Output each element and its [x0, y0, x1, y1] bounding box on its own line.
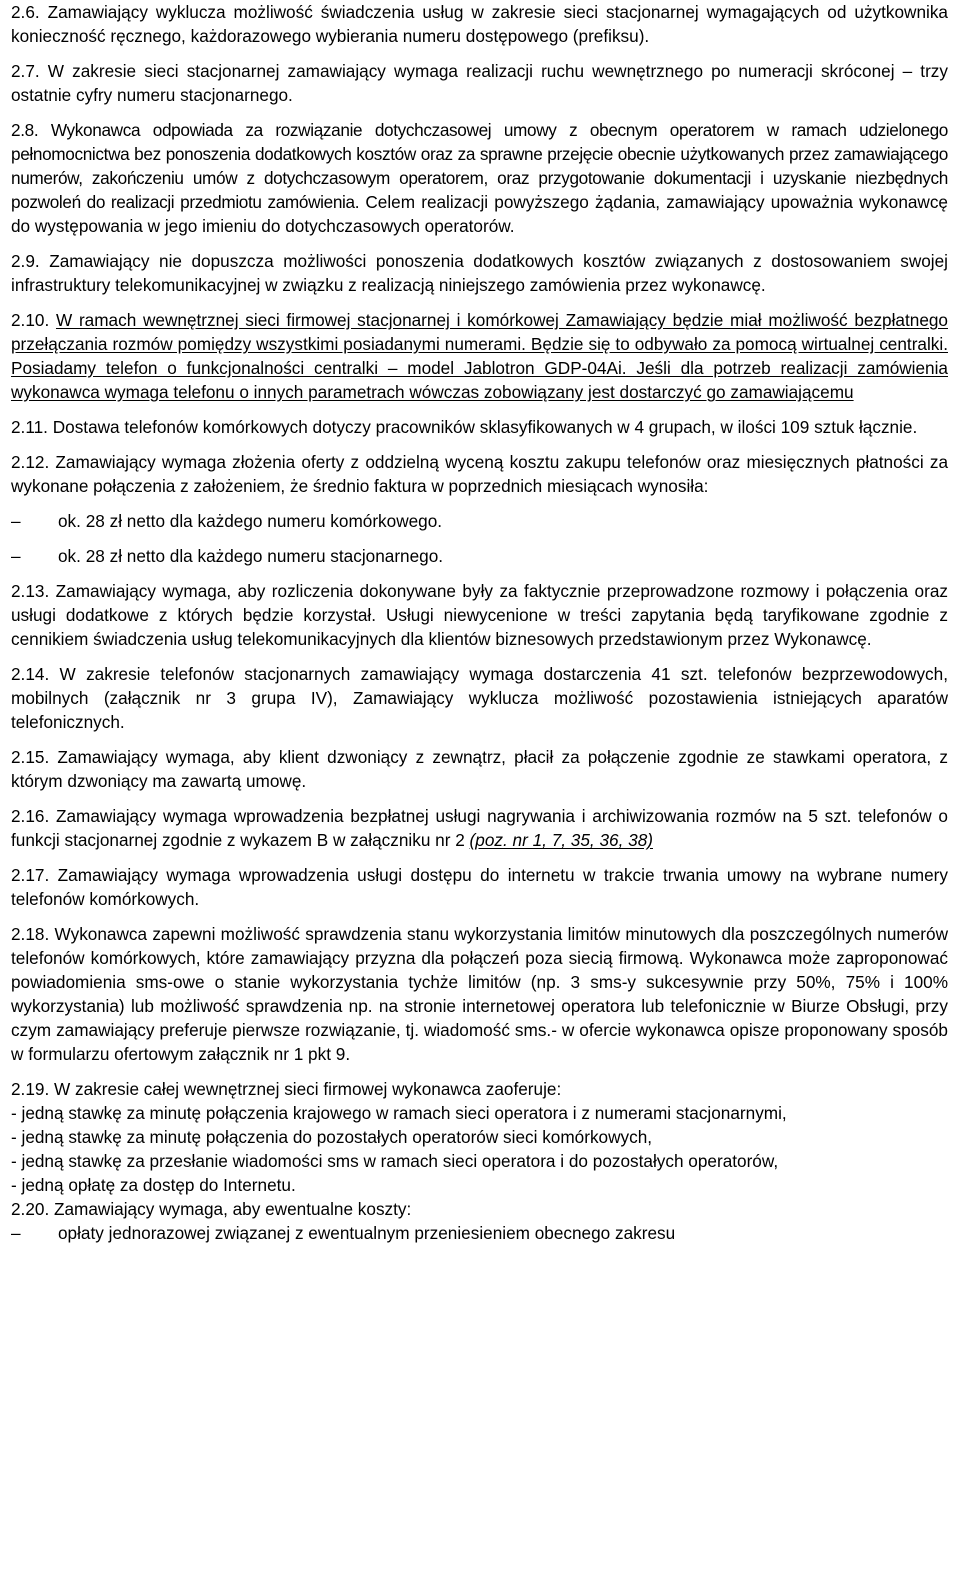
section-2-16-positions: (poz. nr 1, 7, 35, 36, 38) [469, 830, 653, 850]
section-2-18: 2.18. Wykonawca zapewni możliwość sprawdzenia stanu wykorzystania limitów minutowych dla poszczególnych numerów telefonów komórkowych, które zamawiający przyzna dla połączeń poza siecią firmową. Wykonawca może zaproponować powiadomienia sms-owe o stanie wykorzystania tychże limitów (np. 3 sms-y sukcesywnie przy 50%, 75% i 100% wykorzystania) lub możliwość sprawdzenia np. na stronie internetowej operatora lub telefonicznie w Biurze Obsługi, przy czym zamawiający preferuje pierwsze rozwiązanie, tj. wiadomość sms.- w ofercie wykonawca opisze proponowany sposób w formularzu ofertowym załącznik nr 1 pkt 9. [11, 924, 948, 1064]
section-2-16 [11, 804, 948, 852]
section-2-19-item-4: - jedną opłatę za dostęp do Internetu. [11, 1175, 296, 1195]
price-item-mobile-text: ok. 28 zł netto dla każdego numeru komórkowego. [58, 511, 443, 531]
price-item-landline-text: ok. 28 zł netto dla każdego numeru stacjonarnego. [58, 546, 444, 566]
section-2-14: 2.14. W zakresie telefonów stacjonarnych zamawiający wymaga dostarczenia 41 szt. telefonów bezprzewodowych, mobilnych (załącznik nr 3 grupa IV), Zamawiający wyklucza możliwość pozostawienia istniejących aparatów telefonicznych. [11, 664, 948, 732]
section-2-20: 2.20. Zamawiający wymaga, aby ewentualne koszty: [11, 1199, 412, 1219]
section-2-15: 2.15. Zamawiający wymaga, aby klient dzwoniący z zewnątrz, płacił za połączenie zgodnie ze stawkami operatora, z którym dzwoniący ma zawartą umowę. [11, 747, 948, 791]
price-item-landline [11, 544, 948, 568]
section-2-9: 2.9. Zamawiający nie dopuszcza możliwości ponoszenia dodatkowych kosztów związanych z dostosowaniem swojej infrastruktury telekomunikacyjnej w związku z realizacją niniejszego zamówienia przez wykonawcę. [11, 251, 948, 295]
section-2-10-underlined-text: W ramach wewnętrznej sieci firmowej stacjonarnej i komórkowej Zamawiający będzie miał możliwość bezpłatnego przełączania rozmów pomiędzy wszystkimi posiadanymi numerami. Będzie się to odbywało za pomocą wirtualnej centralki. Posiadamy telefon o funkcjonalności centralki – model Jablotron GDP-04Ai. Jeśli dla potrzeb realizacji zamówienia wykonawca wymaga telefonu o innych parametrach wówczas zobowiązany jest dostarczyć go zamawiającemu [11, 310, 948, 402]
price-item-mobile [11, 509, 948, 533]
dash-bullet: – [11, 546, 21, 566]
section-2-10-number: 2.10. [11, 310, 56, 330]
section-2-19-item-2: - jedną stawkę za minutę połączenia do pozostałych operatorów sieci komórkowych, [11, 1127, 653, 1147]
section-2-7: 2.7. W zakresie sieci stacjonarnej zamawiający wymaga realizacji ruchu wewnętrznego po numeracji skróconej – trzy ostatnie cyfry numeru stacjonarnego. [11, 61, 948, 105]
section-2-16-text: 2.16. Zamawiający wymaga wprowadzenia bezpłatnej usługi nagrywania i archiwizowania rozmów na 5 szt. telefonów o funkcji stacjonarnej zgodnie z wykazem B w załączniku nr 2 [11, 806, 948, 850]
section-2-8-text: 2.8. Wykonawca odpowiada za rozwiązanie dotychczasowej umowy z obecnym operatorem w ramach udzielonego pełnomocnictwa bez ponoszenia dodatkowych kosztów oraz za sprawne przejęcie obecnie użytkowanych przez zamawiającego numerów, zakończeniu umów z dotychczasowym operatorem, oraz przygotowanie dokumentacji i uzyskanie niezbędnych pozwoleń do realizacji przedmiotu zamówienia. [11, 120, 948, 212]
section-2-19: 2.19. W zakresie całej wewnętrznej sieci firmowej wykonawca zaoferuje: [11, 1079, 562, 1099]
section-2-8-authorization: Celem realizacji powyższego żądania, zamawiający upoważnia wykonawcę do występowania w jego imieniu do dotychczasowych operatorów. [11, 192, 948, 236]
dash-bullet: – [11, 511, 21, 531]
section-2-17: 2.17. Zamawiający wymaga wprowadzenia usługi dostępu do internetu w trakcie trwania umowy na wybrane numery telefonów komórkowych. [11, 865, 948, 909]
section-2-13: 2.13. Zamawiający wymaga, aby rozliczenia dokonywane były za faktycznie przeprowadzone rozmowy i połączenia oraz usługi dodatkowe z których będzie korzystał. Usługi niewycenione w treści zapytania będą taryfikowane zgodnie z cennikiem świadczenia usług telekomunikacyjnych dla klientów biznesowych przedstawionym przez Wykonawcę. [11, 581, 948, 649]
section-2-6: 2.6. Zamawiający wyklucza możliwość świadczenia usług w zakresie sieci stacjonarnej wymagających od użytkownika konieczność ręcznego, każdorazowego wybierania numeru dostępowego (prefiksu). [11, 2, 948, 46]
section-2-19-item-1: - jedną stawkę za minutę połączenia krajowego w ramach sieci operatora i z numerami stacjonarnymi, [11, 1103, 787, 1123]
section-2-8 [11, 118, 948, 238]
section-2-12: 2.12. Zamawiający wymaga złożenia oferty z oddzielną wyceną kosztu zakupu telefonów oraz miesięcznych płatności za wykonane połączenia z założeniem, że średnio faktura w poprzednich miesiącach wynosiła: [11, 452, 948, 496]
section-2-10 [11, 308, 948, 404]
dash-bullet: – [11, 1223, 21, 1243]
section-2-11: 2.11. Dostawa telefonów komórkowych dotyczy pracowników sklasyfikowanych w 4 grupach, w ilości 109 sztuk łącznie. [11, 417, 918, 437]
section-2-19-item-3: - jedną stawkę za przesłanie wiadomości sms w ramach sieci operatora i do pozostałych operatorów, [11, 1151, 779, 1171]
section-2-20-item-1 [11, 1221, 948, 1245]
section-2-20-item-1-text: opłaty jednorazowej związanej z ewentualnym przeniesieniem obecnego zakresu [58, 1223, 676, 1243]
